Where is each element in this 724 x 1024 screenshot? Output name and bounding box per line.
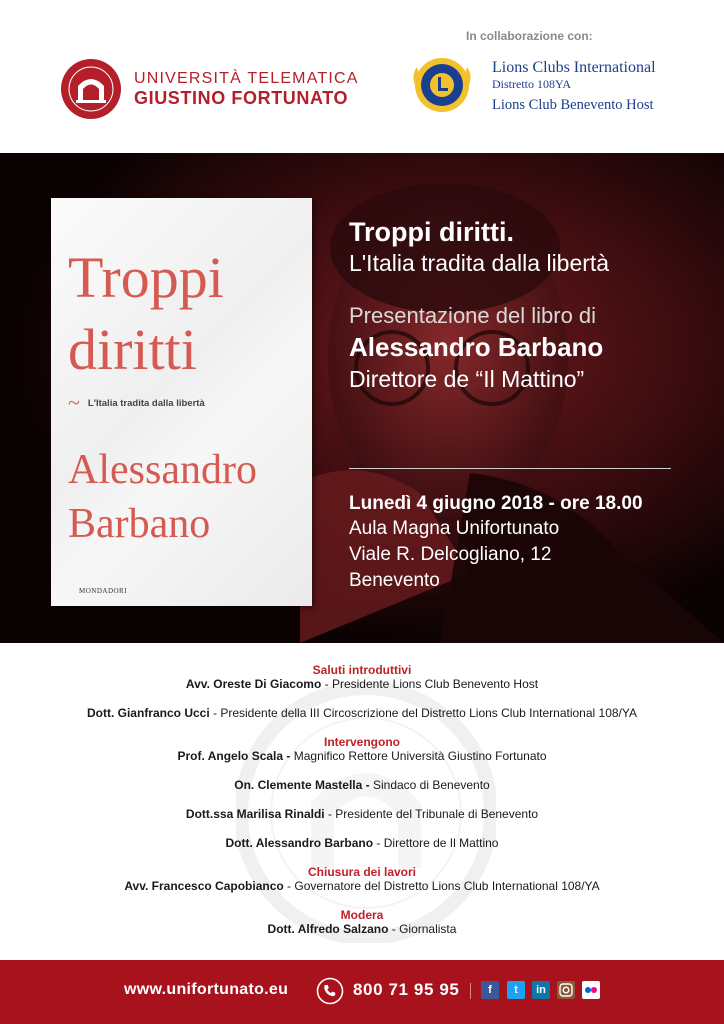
collaboration-label: In collaborazione con: [466,29,593,43]
speaker-name: Prof. Angelo Scala - [177,749,291,763]
speaker-role: - Giornalista [388,922,457,936]
lions-district: Distretto 108YA [492,77,571,91]
program-entry [0,749,724,764]
website-link[interactable]: www.unifortunato.eu [124,981,289,998]
book-subtitle-row [68,390,205,415]
speaker-name: Dott. Alfredo Salzano [267,922,389,936]
program-entry [0,778,724,793]
author-role: Direttore de “Il Mattino” [349,366,585,392]
event-date: Lunedì 4 giugno 2018 - ore 18.00 [349,493,643,514]
linkedin-icon[interactable]: in [532,981,550,999]
event-venue: Aula Magna Unifortunato [349,518,560,539]
program-entry [0,807,724,822]
speaker-name: Dott. Alessandro Barbano [225,836,374,850]
footer [0,960,724,1024]
phone-number[interactable]: 800 71 95 95 [353,980,460,999]
book-tilde-ornament: ~ [68,390,80,415]
speaker-role: - Presidente del Tribunale di Benevento [324,807,539,821]
university-logo-icon [60,58,122,120]
author-name: Alessandro Barbano [349,332,604,362]
program-entry [0,922,724,937]
event-title: Troppi diritti. [349,217,514,247]
speaker-name: Dott.ssa Marilisa Rinaldi [185,807,325,821]
book-title-line1: Troppi [68,245,224,310]
speaker-name: Avv. Francesco Capobianco [124,879,284,893]
speaker-role: - Presidente della III Circoscrizione del Distretto Lions Club International 108/YA [209,706,637,720]
facebook-icon[interactable]: f [481,981,499,999]
book-cover [51,198,312,606]
university-name [134,70,359,108]
program-entry [0,836,724,851]
section-saluti-heading: Saluti introduttivi [312,663,412,677]
phone-icon [316,977,344,1005]
event-address: Viale R. Delcogliano, 12 [349,544,552,565]
speaker-name: Dott. Gianfranco Ucci [86,706,210,720]
program-entry [0,677,724,692]
section-modera-heading: Modera [340,908,384,922]
event-subtitle: L'Italia tradita dalla libertà [349,250,610,276]
footer-separator [470,983,471,999]
instagram-icon[interactable] [557,981,575,999]
program-entry [0,879,724,894]
section-intervengono-heading: Intervengono [323,735,400,749]
speaker-role: - Governatore del Distretto Lions Club International 108/YA [283,879,600,893]
presentation-label: Presentazione del libro di [349,303,597,328]
speaker-name: On. Clemente Mastella - [234,778,370,792]
twitter-icon[interactable]: t [507,981,525,999]
lions-club-text [492,58,656,115]
hero-banner [0,153,724,643]
lions-clubs-international: Lions Clubs International [492,59,656,76]
book-subtitle: L'Italia tradita dalla libertà [87,397,205,409]
speaker-name: Avv. Oreste Di Giacomo [185,677,322,691]
speaker-role: Magnifico Rettore Università Giustino Fortunato [290,749,547,763]
speaker-role: Sindaco di Benevento [369,778,490,792]
hero-divider [349,468,671,469]
book-author-line1: Alessandro [68,447,257,493]
section-chiusura-heading: Chiusura dei lavori [307,865,417,879]
event-details [349,492,643,594]
flickr-icon[interactable] [582,981,600,999]
book-title-line2: diritti [68,317,197,382]
lions-logo-icon [408,55,476,115]
program-section [0,643,724,960]
program-entry [0,706,724,721]
speaker-role: - Direttore de Il Mattino [373,836,499,850]
event-city: Benevento [349,570,440,591]
lions-club-benevento: Lions Club Benevento Host [492,97,654,113]
book-publisher: MONDADORI [79,587,128,595]
university-name-line2: GIUSTINO FORTUNATO [134,88,349,108]
hero-text-block [349,216,609,394]
speaker-role: - Presidente Lions Club Benevento Host [321,677,539,691]
program-list [0,663,724,937]
university-name-line1: UNIVERSITÀ TELEMATICA [134,70,359,87]
book-author-line2: Barbano [68,501,211,547]
header [0,0,724,153]
